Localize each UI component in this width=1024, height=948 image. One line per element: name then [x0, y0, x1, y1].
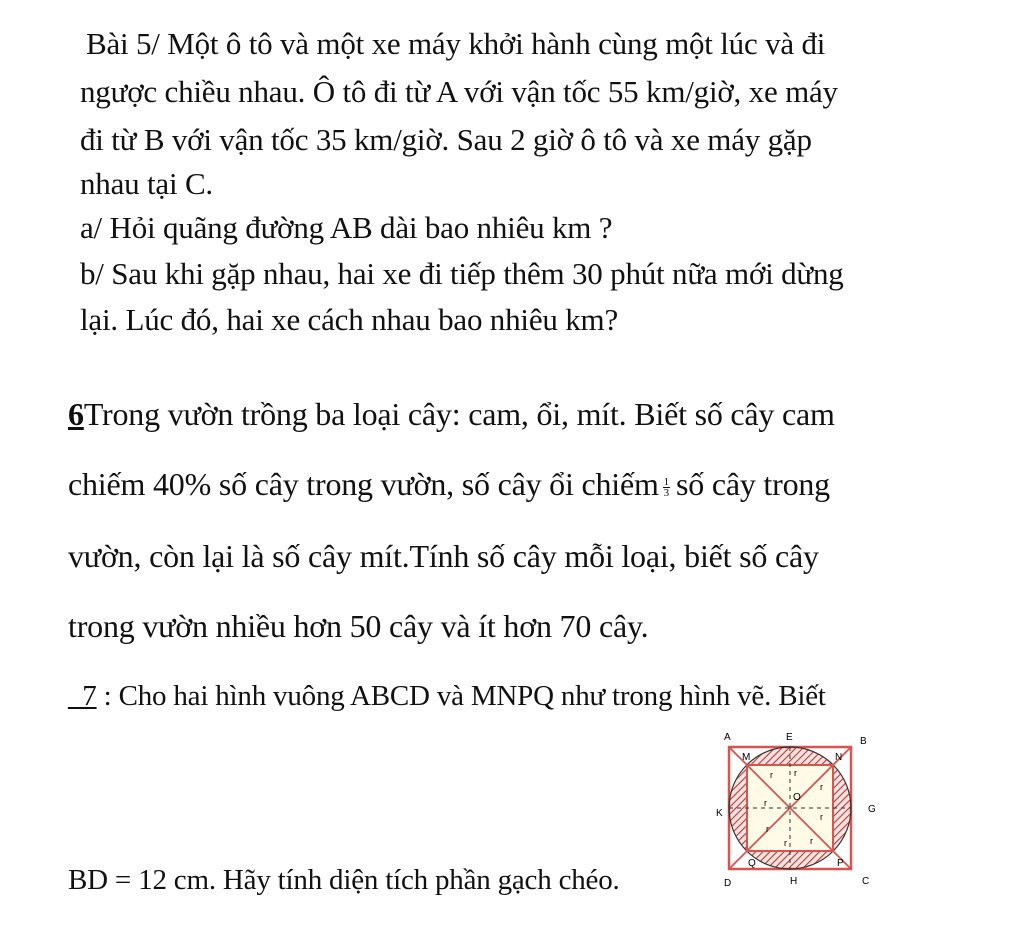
label-p: P	[837, 858, 844, 869]
label-m: M	[742, 752, 751, 763]
problem5-line-5: a/ Hỏi quãng đường AB dài bao nhiêu km ?	[80, 210, 613, 245]
fraction-one-third: $\frac{1}{3}$	[663, 476, 669, 500]
label-a: A	[724, 732, 731, 743]
problem6-number: 6	[68, 396, 84, 432]
problem7-line-2: BD = 12 cm. Hãy tính diện tích phần gạch chéo.	[68, 864, 620, 896]
label-n: N	[835, 752, 843, 763]
problem5-line-1: Bài 5/ Một ô tô và một xe máy khởi hành cùng một lúc và đi	[86, 26, 826, 61]
geometry-figure	[704, 726, 879, 886]
problem6-line-2	[68, 466, 830, 502]
problem5-line-7: lại. Lúc đó, hai xe cách nhau bao nhiêu km?	[80, 302, 619, 337]
problem7-line-1	[68, 678, 826, 714]
radius-label: r	[794, 768, 797, 778]
radius-label: r	[820, 812, 823, 822]
label-d: D	[724, 878, 732, 886]
problem5-line-4: nhau tại C.	[80, 166, 213, 201]
problem6-line-3: vườn, còn lại là số cây mít.Tính số cây mỗi loại, biết số cây	[68, 538, 819, 574]
radius-label: r	[784, 838, 787, 848]
problem6-text-2a: chiếm 40% số cây trong vườn, số cây ổi chiếm	[68, 466, 659, 502]
problem6-text-2b: số cây trong	[675, 466, 830, 502]
label-q: Q	[748, 858, 756, 869]
label-c: C	[862, 876, 870, 886]
radius-label: r	[810, 836, 813, 846]
label-k: K	[716, 808, 723, 819]
problem6-line-4: trong vườn nhiều hơn 50 cây và ít hơn 70 cây.	[68, 608, 649, 644]
problem7-text-1: : Cho hai hình vuông ABCD và MNPQ như trong hình vẽ. Biết	[96, 680, 826, 712]
radius-label: r	[820, 782, 823, 792]
label-o: O	[793, 792, 801, 803]
label-h: H	[790, 876, 798, 886]
radius-label: r	[764, 798, 767, 808]
radius-label: r	[770, 770, 773, 780]
label-e: E	[786, 732, 793, 743]
problem5-line-2: ngược chiều nhau. Ô tô đi từ A với vận tốc 55 km/giờ, xe máy	[80, 74, 838, 109]
label-g: G	[868, 804, 876, 815]
problem7-number: _7	[68, 680, 97, 712]
label-b: B	[860, 736, 867, 747]
radius-label: r	[766, 824, 769, 834]
problem6-line-1	[68, 396, 835, 432]
problem5-line-6: b/ Sau khi gặp nhau, hai xe đi tiếp thêm 30 phút nữa mới dừng	[80, 256, 844, 291]
problem6-text-1: Trong vườn trồng ba loại cây: cam, ổi, mít. Biết số cây cam	[83, 396, 835, 432]
problem5-line-3: đi từ B với vận tốc 35 km/giờ. Sau 2 giờ ô tô và xe máy gặp	[80, 122, 812, 157]
